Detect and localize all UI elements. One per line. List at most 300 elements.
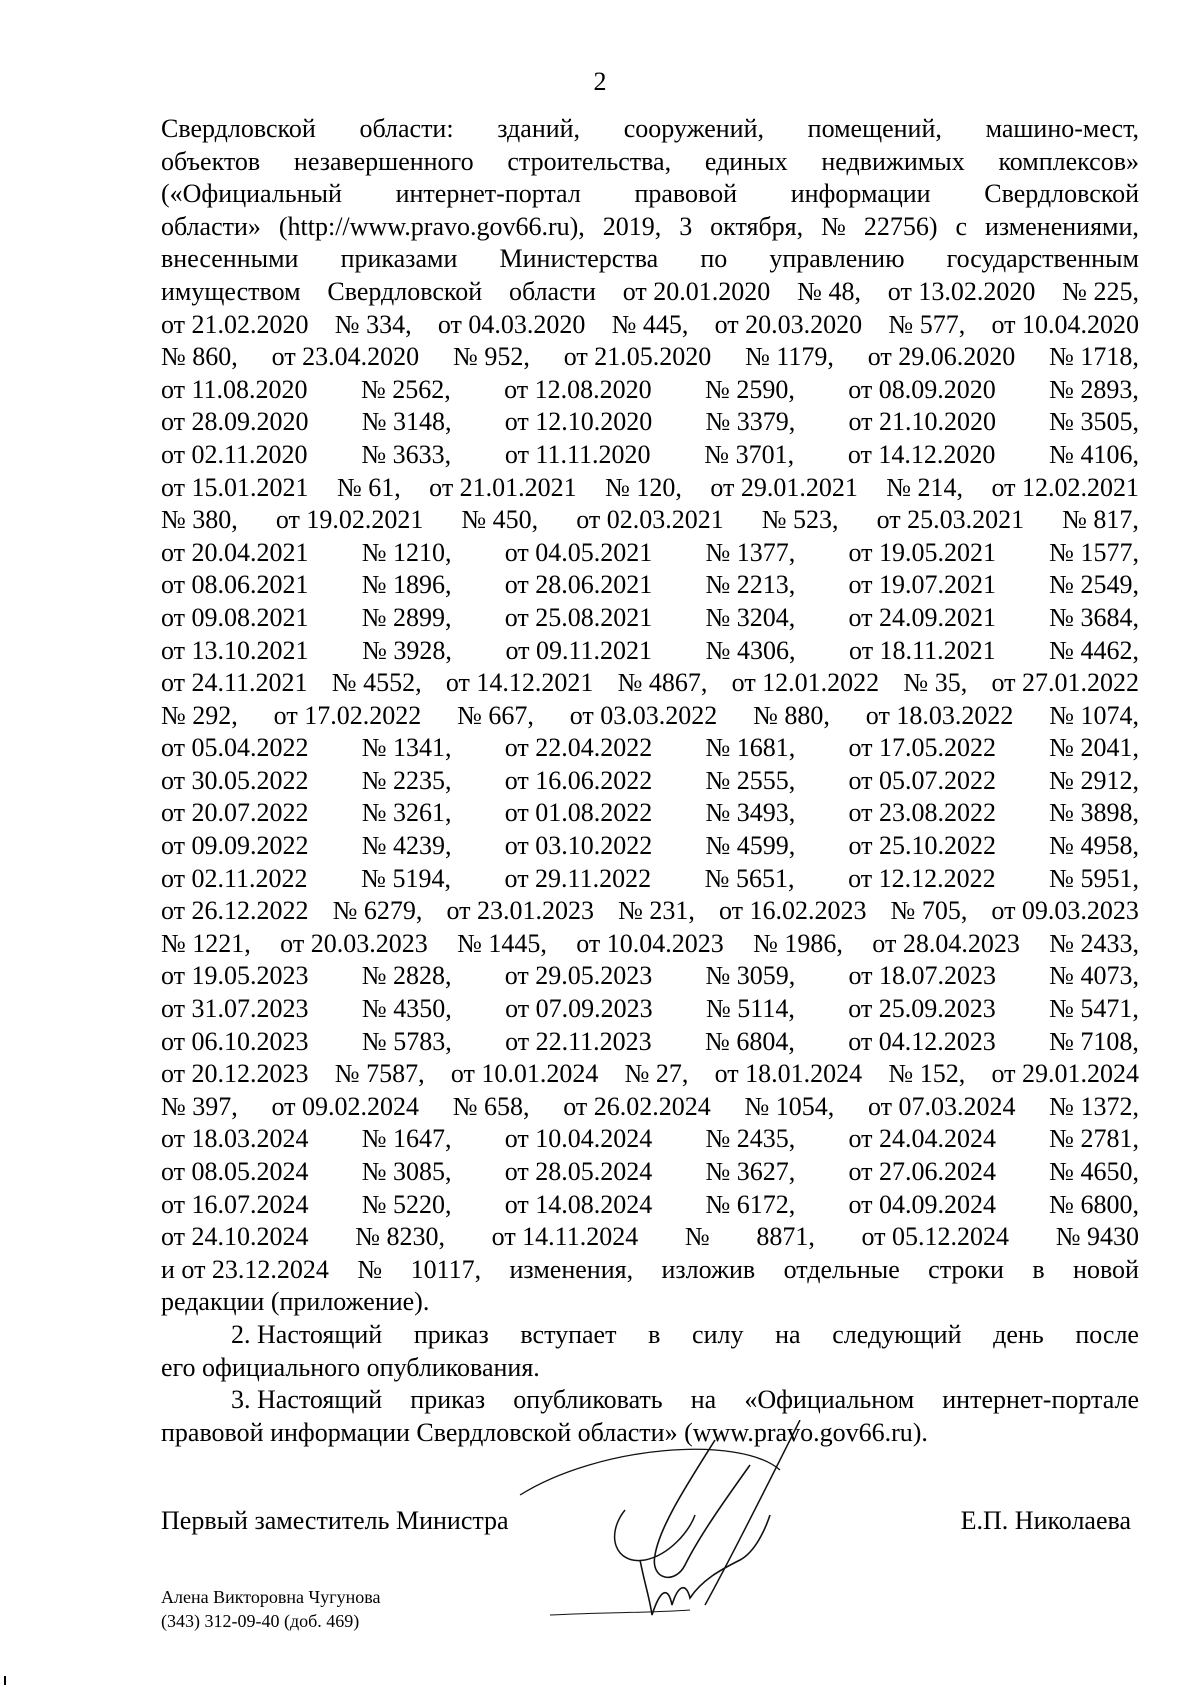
text-fragment: № 7587, <box>334 1059 425 1089</box>
text-fragment: изменениями, <box>984 211 1139 241</box>
text-line <box>161 243 1139 276</box>
text-fragment: информации <box>790 179 931 209</box>
text-fragment: от 18.03.2024 <box>161 1124 309 1154</box>
text-fragment: № 450, <box>461 505 539 535</box>
text-fragment: от 04.12.2023 <box>848 1026 996 1056</box>
text-fragment: Свердловской <box>327 276 483 306</box>
text-fragment: № 2213, <box>705 570 796 600</box>
text-fragment: от 06.10.2023 <box>161 1026 309 1056</box>
text-fragment: от 14.12.2020 <box>847 439 996 469</box>
text-fragment: сооружений, <box>623 114 764 143</box>
text-fragment: № 4958, <box>1049 831 1139 861</box>
text-fragment: от 21.05.2020 <box>563 342 712 372</box>
text-fragment: изменения, <box>509 1254 634 1284</box>
text-fragment: от 12.02.2021 <box>991 472 1139 502</box>
text-fragment: от 14.08.2024 <box>504 1189 653 1219</box>
text-fragment: № 4306, <box>705 635 796 665</box>
text-fragment: № 152, <box>888 1059 966 1089</box>
text-fragment: № 4867, <box>617 668 708 698</box>
text-fragment: на <box>775 1319 801 1349</box>
text-fragment: от 24.11.2021 <box>161 668 308 698</box>
text-line <box>161 1123 1139 1156</box>
text-fragment: от 04.03.2020 <box>437 309 586 339</box>
text-fragment: опубликовать <box>513 1385 663 1415</box>
text-fragment: № 6279, <box>332 896 423 926</box>
text-line <box>161 960 1139 993</box>
text-fragment: от 20.04.2021 <box>161 537 309 567</box>
text-fragment: от 08.09.2020 <box>848 374 996 404</box>
text-line <box>161 341 1139 374</box>
signer-position: Первый заместитель Министра <box>161 1506 509 1535</box>
text-fragment: от 09.03.2023 <box>991 896 1139 926</box>
text-fragment: в <box>648 1319 661 1349</box>
text-line <box>161 993 1139 1026</box>
text-fragment: от 20.03.2023 <box>280 928 428 958</box>
text-fragment: № 4239, <box>361 831 452 861</box>
text-fragment: от 18.01.2024 <box>714 1059 863 1089</box>
text-fragment: отдельные <box>783 1254 900 1284</box>
text-fragment: № 705, <box>890 896 968 926</box>
text-fragment: от 19.05.2023 <box>161 961 309 991</box>
text-fragment: № 9430 <box>1055 1222 1139 1252</box>
text-fragment: от 25.09.2023 <box>848 994 996 1024</box>
text-fragment: № 48, <box>797 276 861 306</box>
text-fragment: приказами <box>340 244 458 274</box>
text-line <box>161 472 1139 505</box>
text-fragment: 22756) <box>863 211 938 241</box>
text-line <box>161 504 1139 537</box>
text-fragment: от 28.05.2024 <box>504 1157 653 1186</box>
text-fragment: от 08.06.2021 <box>161 570 309 600</box>
text-fragment: незавершенного <box>293 146 474 176</box>
text-fragment: от 16.02.2023 <box>718 896 867 926</box>
text-fragment: № 5951, <box>1049 863 1139 893</box>
text-fragment: 3 <box>679 211 693 241</box>
text-line <box>161 1384 1139 1417</box>
text-line <box>161 1026 1139 1059</box>
text-fragment: № 3493, <box>705 798 796 828</box>
text-fragment: № 6172, <box>705 1189 796 1219</box>
text-fragment: от 12.01.2022 <box>731 668 880 698</box>
text-fragment: от 27.06.2024 <box>848 1157 996 1186</box>
text-fragment: от 24.09.2021 <box>848 602 996 632</box>
text-fragment: № 1054, <box>744 1091 835 1121</box>
text-fragment: от 12.12.2022 <box>848 863 996 893</box>
text-fragment: № 3204, <box>705 602 796 632</box>
text-fragment: № <box>357 1254 383 1284</box>
text-fragment: от 09.02.2024 <box>271 1091 420 1121</box>
text-fragment: от 20.12.2023 <box>161 1059 309 1089</box>
text-fragment: от 14.11.2024 <box>491 1222 639 1252</box>
text-fragment: государственным <box>946 244 1139 274</box>
document-body <box>161 113 1139 1449</box>
text-fragment: № 2912, <box>1049 765 1139 795</box>
text-line <box>161 1189 1139 1222</box>
text-fragment: № 6800, <box>1049 1189 1139 1219</box>
text-fragment: от 19.05.2021 <box>848 537 996 567</box>
text-fragment: октября, <box>710 211 804 241</box>
text-fragment: № 3085, <box>361 1157 452 1186</box>
text-fragment: от 27.01.2022 <box>991 668 1139 698</box>
text-fragment: от 05.12.2024 <box>861 1222 1010 1252</box>
text-fragment: № 2828, <box>361 961 452 991</box>
text-fragment: зданий, <box>497 114 581 143</box>
text-line <box>161 765 1139 798</box>
text-fragment: и от 23.12.2024 <box>161 1254 329 1284</box>
text-fragment: от 20.07.2022 <box>161 798 309 828</box>
text-fragment: № 3059, <box>705 961 796 991</box>
text-fragment: № 334, <box>334 309 412 339</box>
text-fragment: в <box>1032 1254 1045 1284</box>
text-fragment: его официального опубликования. <box>161 1352 540 1382</box>
text-fragment: № 2433, <box>1049 928 1139 958</box>
text-fragment: от 29.01.2021 <box>710 472 858 502</box>
text-fragment: 2. Настоящий <box>231 1319 383 1349</box>
text-fragment: № 4462, <box>1049 635 1139 665</box>
text-fragment: № 1896, <box>361 570 452 600</box>
text-fragment: № 2041, <box>1049 733 1139 763</box>
text-fragment: недвижимых <box>821 146 965 176</box>
text-fragment: № 4350, <box>361 994 452 1024</box>
text-fragment: № <box>684 1222 710 1252</box>
text-fragment: № 397, <box>161 1091 238 1121</box>
text-fragment: интернет-портале <box>942 1385 1139 1415</box>
text-fragment: № 3505, <box>1049 407 1139 437</box>
text-fragment: Свердловской <box>161 114 316 143</box>
text-fragment: от 05.07.2022 <box>848 765 996 795</box>
text-fragment: № 2590, <box>705 374 795 404</box>
text-fragment: от 29.01.2024 <box>991 1059 1139 1089</box>
text-fragment: № 2235, <box>361 765 452 795</box>
text-fragment: от 15.01.2021 <box>161 472 309 502</box>
text-fragment: с <box>955 211 968 241</box>
text-fragment: № 2555, <box>705 765 796 795</box>
text-fragment: от 21.01.2021 <box>429 472 577 502</box>
text-fragment: от 02.11.2020 <box>161 439 308 469</box>
text-fragment: № 1718, <box>1049 342 1139 372</box>
text-fragment: № 2899, <box>361 602 452 632</box>
text-fragment: «Официальном <box>744 1385 915 1415</box>
text-fragment: от 23.04.2020 <box>271 342 420 372</box>
text-fragment: от 08.05.2024 <box>161 1157 309 1186</box>
text-fragment: № 1179, <box>745 342 834 372</box>
text-fragment: № 952, <box>453 342 530 372</box>
text-fragment: от 04.09.2024 <box>848 1189 996 1219</box>
text-fragment: № 380, <box>161 505 238 535</box>
text-fragment: внесенными <box>161 244 299 274</box>
text-fragment: от 09.11.2021 <box>505 635 653 665</box>
text-fragment: от 25.10.2022 <box>848 831 996 861</box>
text-fragment: от 23.01.2023 <box>446 896 594 926</box>
text-fragment: от 22.11.2023 <box>505 1026 652 1056</box>
text-line <box>161 309 1139 342</box>
text-fragment: № 6804, <box>705 1026 795 1056</box>
text-fragment: 3. Настоящий <box>231 1385 383 1415</box>
text-fragment: № 4650, <box>1049 1157 1139 1186</box>
text-fragment: помещений, <box>807 114 942 143</box>
text-fragment: от 10.04.2024 <box>504 1124 653 1154</box>
text-line <box>161 602 1139 635</box>
text-fragment: новой <box>1073 1254 1139 1284</box>
text-line <box>161 863 1139 896</box>
text-fragment: следующий <box>832 1319 962 1349</box>
text-fragment: от 11.11.2020 <box>504 439 651 469</box>
text-fragment: от 10.04.2023 <box>576 928 724 958</box>
text-fragment: № 577, <box>888 309 966 339</box>
text-fragment: от 26.02.2024 <box>563 1091 711 1121</box>
text-line <box>161 1156 1139 1189</box>
text-fragment: вступает <box>520 1319 617 1349</box>
text-line <box>161 211 1139 244</box>
text-fragment: изложив <box>661 1254 756 1284</box>
text-fragment: № 1210, <box>361 537 452 567</box>
text-fragment: № 1377, <box>705 537 796 567</box>
text-fragment: от 18.03.2022 <box>865 700 1014 730</box>
text-fragment: № 35, <box>903 668 968 698</box>
text-fragment: № 1372, <box>1049 1091 1139 1121</box>
text-line <box>161 1254 1139 1287</box>
text-fragment: Свердловской <box>984 179 1139 209</box>
text-line <box>161 113 1139 146</box>
text-fragment: области: <box>359 114 454 143</box>
text-fragment: области» <box>161 211 261 241</box>
text-fragment: от 25.03.2021 <box>876 505 1025 535</box>
text-fragment: № 4106, <box>1049 439 1139 469</box>
text-fragment: № 27, <box>624 1059 689 1089</box>
text-fragment: от 20.03.2020 <box>714 309 863 339</box>
text-fragment: № 667, <box>457 700 534 730</box>
text-fragment: № 817, <box>1062 505 1139 535</box>
text-fragment: управлению <box>769 244 905 274</box>
text-line <box>161 830 1139 863</box>
text-fragment: имуществом <box>161 276 301 306</box>
text-fragment: от 23.08.2022 <box>848 798 996 828</box>
text-line <box>161 732 1139 765</box>
page-number: 2 <box>593 67 607 96</box>
text-fragment: № 3684, <box>1049 602 1139 632</box>
text-fragment: правовой информации Свердловской области» (www.pravo.gov66.ru). <box>161 1417 928 1447</box>
text-fragment: от 18.07.2023 <box>848 961 996 991</box>
text-fragment: правовой <box>634 179 738 209</box>
text-line <box>161 700 1139 733</box>
contact-name: Алена Викторовна Чугунова <box>161 1587 381 1607</box>
text-line <box>161 667 1139 700</box>
text-fragment: № 4552, <box>331 668 422 698</box>
text-fragment: № 2893, <box>1049 374 1139 404</box>
text-fragment: № 120, <box>605 472 682 502</box>
text-fragment: № 5194, <box>361 863 451 893</box>
text-fragment: от 17.05.2022 <box>848 733 996 763</box>
text-fragment: № 1445, <box>457 928 547 958</box>
text-fragment: № 5651, <box>704 863 795 893</box>
text-fragment: № 4073, <box>1049 961 1139 991</box>
text-fragment: от 03.03.2022 <box>569 700 718 730</box>
text-line <box>161 439 1139 472</box>
text-fragment: от 09.08.2021 <box>161 602 309 632</box>
text-fragment: от 29.06.2020 <box>867 342 1016 372</box>
text-fragment: от 03.10.2022 <box>504 831 653 861</box>
text-fragment: № <box>821 211 846 241</box>
text-fragment: № 3148, <box>361 407 452 437</box>
text-line <box>161 178 1139 211</box>
text-fragment: № 3379, <box>705 407 796 437</box>
text-fragment: от 25.08.2021 <box>504 602 653 632</box>
text-fragment: от 29.05.2023 <box>504 961 653 991</box>
text-fragment: от 07.03.2024 <box>867 1091 1016 1121</box>
text-fragment: № 225, <box>1062 276 1139 306</box>
text-fragment: от 19.02.2021 <box>275 505 424 535</box>
text-fragment: день <box>993 1319 1044 1349</box>
text-fragment: № 3898, <box>1049 798 1139 828</box>
text-fragment: № 1681, <box>705 733 796 763</box>
text-fragment: № 231, <box>618 896 695 926</box>
text-fragment: № 3701, <box>704 439 795 469</box>
text-fragment: («Официальный <box>161 179 342 209</box>
text-fragment: от 10.04.2020 <box>991 309 1139 339</box>
signer-name: Е.П. Николаева <box>960 1506 1131 1535</box>
text-fragment: № 1647, <box>361 1124 452 1154</box>
text-fragment: от 30.05.2022 <box>161 765 309 795</box>
text-fragment: № 214, <box>886 472 964 502</box>
text-fragment: от 13.02.2020 <box>887 276 1036 306</box>
text-fragment: от 21.10.2020 <box>848 407 996 437</box>
text-fragment: от 21.02.2020 <box>161 309 309 339</box>
text-fragment: от 24.10.2024 <box>161 1222 309 1252</box>
text-fragment: Министерства <box>499 244 659 274</box>
text-fragment: № 5783, <box>361 1026 452 1056</box>
text-fragment: от 28.06.2021 <box>504 570 653 600</box>
text-fragment: № 1986, <box>753 928 843 958</box>
text-fragment: 8871, <box>756 1222 815 1252</box>
text-line <box>161 635 1139 668</box>
text-fragment: от 09.09.2022 <box>161 831 309 861</box>
signature-block <box>161 1505 1139 1545</box>
text-fragment: № 1577, <box>1049 537 1139 567</box>
text-fragment: силу <box>692 1319 744 1349</box>
text-fragment: редакции (приложение). <box>161 1287 430 1317</box>
text-line <box>161 1352 1139 1385</box>
text-line <box>161 276 1139 309</box>
text-fragment: от 20.01.2020 <box>622 276 771 306</box>
text-fragment: приказ <box>413 1319 489 1349</box>
text-line <box>161 537 1139 570</box>
text-fragment: машино-мест, <box>985 114 1139 143</box>
text-fragment: интернет-портал <box>395 179 581 209</box>
text-line <box>161 1058 1139 1091</box>
text-fragment: 2019, <box>602 211 662 241</box>
text-fragment: 10117, <box>410 1254 482 1284</box>
text-line <box>161 374 1139 407</box>
text-fragment: от 29.11.2022 <box>504 863 652 893</box>
text-fragment: от 22.04.2022 <box>504 733 653 763</box>
text-fragment: № 8230, <box>355 1222 445 1252</box>
text-line <box>161 1091 1139 1124</box>
text-fragment: № 860, <box>161 342 238 372</box>
text-fragment: № 2435, <box>705 1124 796 1154</box>
text-fragment: от 14.12.2021 <box>445 668 594 698</box>
text-fragment: № 658, <box>452 1091 530 1121</box>
text-fragment: № 1221, <box>161 928 251 958</box>
text-fragment: № 5471, <box>1049 994 1139 1024</box>
text-fragment: № 445, <box>611 309 689 339</box>
text-fragment: от 18.11.2021 <box>849 635 996 665</box>
text-fragment: № 61, <box>336 472 401 502</box>
text-fragment: № 2549, <box>1049 570 1139 600</box>
text-fragment: от 04.05.2021 <box>504 537 653 567</box>
text-fragment: от 16.07.2024 <box>161 1189 309 1219</box>
text-line <box>161 928 1139 961</box>
text-fragment: от 02.11.2022 <box>161 863 308 893</box>
text-fragment: области <box>509 276 596 306</box>
text-fragment: единых <box>704 146 788 176</box>
text-fragment: от 16.06.2022 <box>504 765 653 795</box>
text-line <box>161 406 1139 439</box>
text-line <box>161 895 1139 928</box>
text-fragment: от 01.08.2022 <box>504 798 653 828</box>
text-fragment: по <box>700 244 728 274</box>
text-fragment: от 10.01.2024 <box>450 1059 599 1089</box>
text-fragment: на <box>690 1385 717 1415</box>
text-fragment: № 880, <box>753 700 830 730</box>
text-fragment: от 19.07.2021 <box>848 570 996 600</box>
contact-phone: (343) 312-09-40 (доб. 469) <box>161 1611 360 1631</box>
text-line <box>161 797 1139 830</box>
text-fragment: № 3261, <box>361 798 452 828</box>
text-fragment: № 7108, <box>1049 1026 1139 1056</box>
text-fragment: от 26.12.2022 <box>161 896 309 926</box>
text-fragment: от 13.10.2021 <box>161 635 309 665</box>
text-fragment: № 3633, <box>361 439 452 469</box>
text-line <box>161 1319 1139 1352</box>
text-fragment: от 05.04.2022 <box>161 733 309 763</box>
text-fragment: № 1341, <box>361 733 452 763</box>
scan-edge-mark <box>4 1676 6 1685</box>
text-fragment: от 12.08.2020 <box>504 374 652 404</box>
text-fragment: от 17.02.2022 <box>273 700 422 730</box>
text-fragment: № 5114, <box>706 994 795 1024</box>
text-fragment: № 2781, <box>1049 1124 1139 1154</box>
text-fragment: № 5220, <box>361 1189 452 1219</box>
text-fragment: № 2562, <box>360 374 451 404</box>
text-fragment: строительства, <box>507 146 672 176</box>
text-fragment: строки <box>928 1254 1004 1284</box>
text-fragment: от 02.03.2021 <box>576 505 724 535</box>
text-fragment: № 4599, <box>705 831 796 861</box>
text-fragment: № 1074, <box>1049 700 1139 730</box>
text-fragment: № 523, <box>761 505 839 535</box>
text-fragment: № 3928, <box>362 635 452 665</box>
text-fragment: комплексов» <box>998 146 1139 176</box>
text-fragment: от 07.09.2023 <box>505 994 653 1024</box>
text-fragment: № 3627, <box>705 1157 796 1186</box>
text-fragment: от 28.04.2023 <box>872 928 1020 958</box>
text-fragment: от 31.07.2023 <box>161 994 309 1024</box>
text-line <box>161 1221 1139 1254</box>
text-line <box>161 1286 1139 1319</box>
text-fragment: (http://www.pravo.gov66.ru), <box>278 211 585 241</box>
text-fragment: от 24.04.2024 <box>848 1124 996 1154</box>
text-fragment: от 11.08.2020 <box>161 374 308 404</box>
contact-block <box>161 1585 380 1633</box>
text-fragment: № 292, <box>161 700 238 730</box>
text-fragment: от 28.09.2020 <box>161 407 309 437</box>
text-line <box>161 569 1139 602</box>
text-line <box>161 146 1139 179</box>
text-fragment: приказ <box>410 1385 486 1415</box>
text-fragment: от 12.10.2020 <box>504 407 653 437</box>
text-fragment: после <box>1075 1319 1139 1349</box>
text-fragment: объектов <box>161 146 261 176</box>
